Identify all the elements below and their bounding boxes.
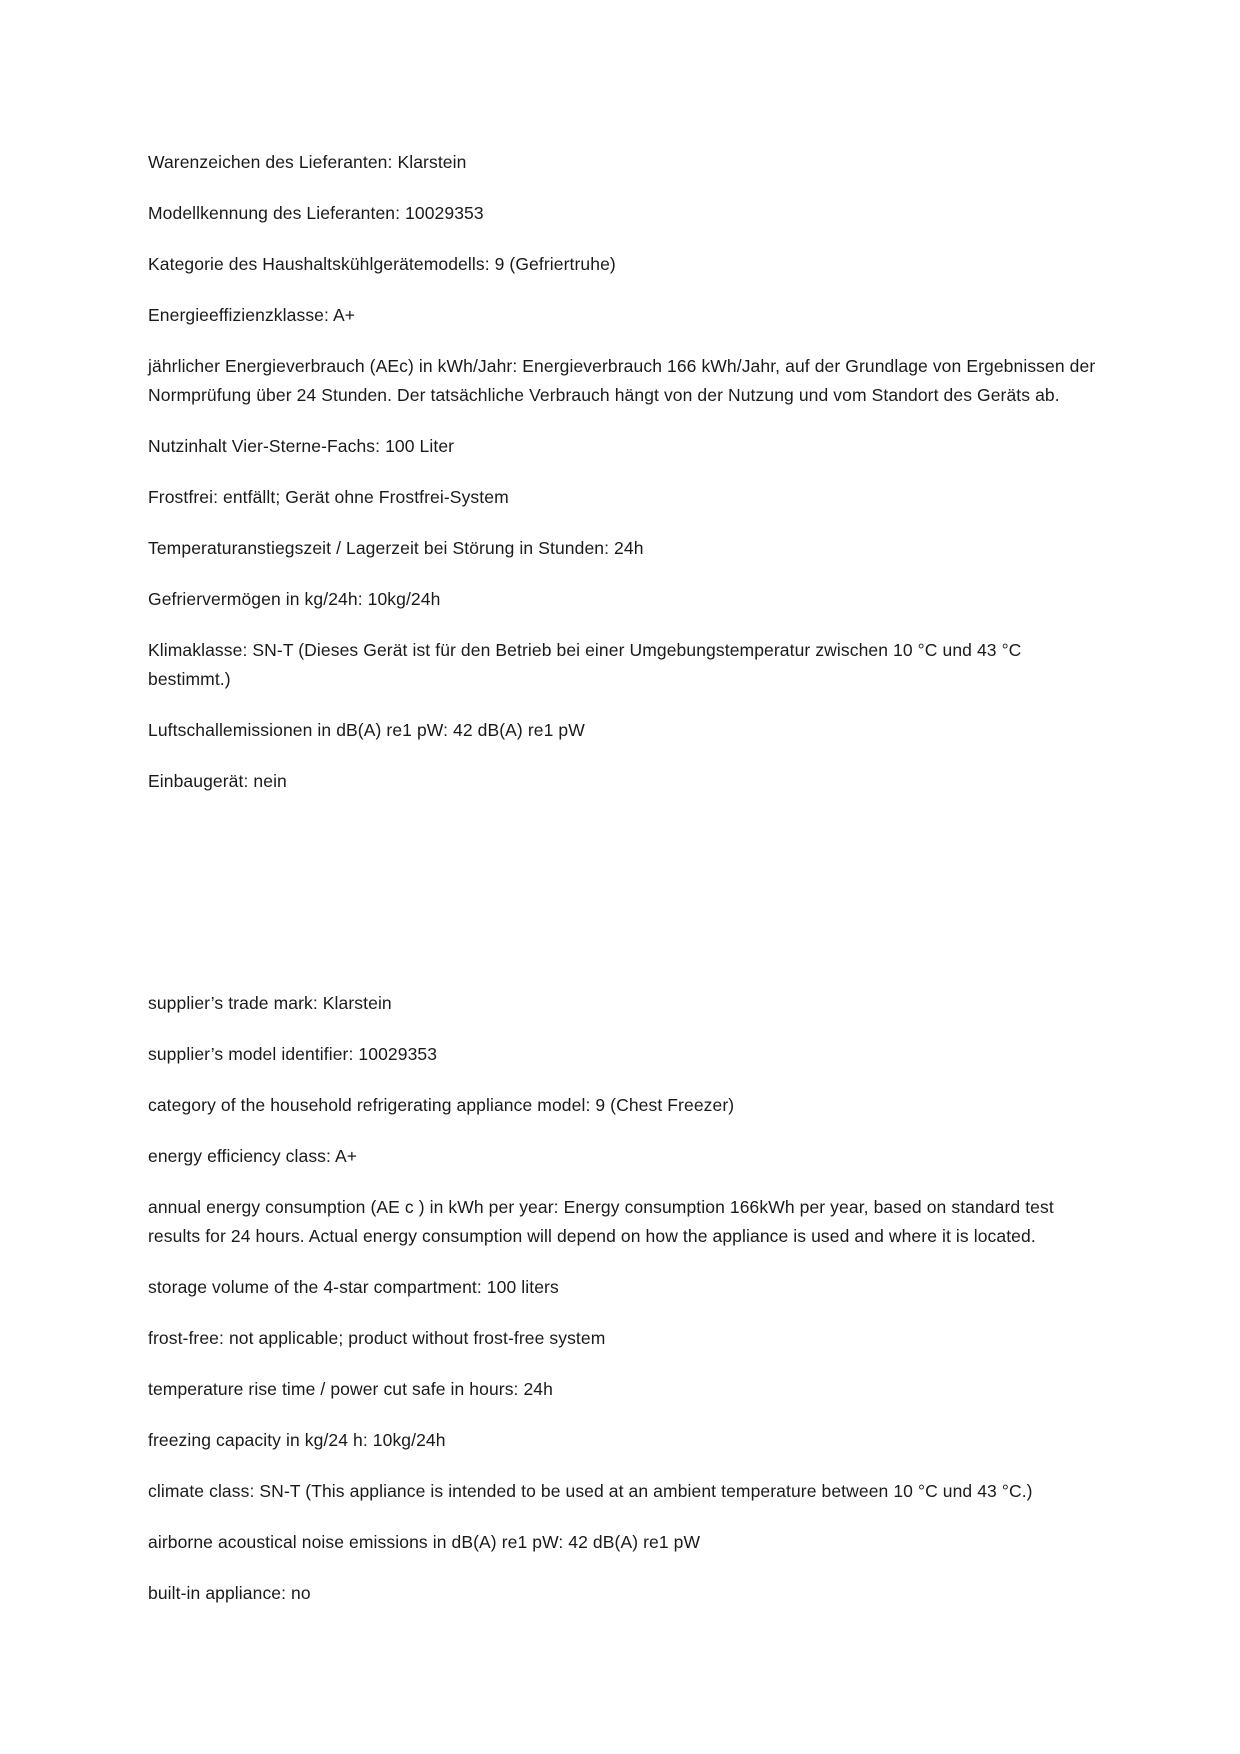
model-identifier-de: Modellkennung des Lieferanten: 10029353 — [148, 203, 484, 223]
trade-mark-de: Warenzeichen des Lieferanten: Klarstein — [148, 152, 467, 172]
english-product-information — [148, 989, 1098, 1630]
freezing-capacity-en: freezing capacity in kg/24 h: 10kg/24h — [148, 1430, 446, 1450]
annual-energy-consumption-de: jährlicher Energieverbrauch (AEc) in kWh/Jahr: Energieverbrauch 166 kWh/Jahr, auf der Grundlage von Ergebnissen der Normprüfung über 24 Stunden. Der tatsächliche Verbrauch hängt von der Nutzung und vom Standort des Geräts ab. — [148, 356, 1096, 405]
annual-energy-consumption-en: annual energy consumption (AE c ) in kWh per year: Energy consumption 166kWh per year, based on standard test results for 24 hours. Actual energy consumption will depend on how the appliance is used and where it is located. — [148, 1197, 1054, 1246]
temperature-rise-time-de: Temperaturanstiegszeit / Lagerzeit bei Störung in Stunden: 24h — [148, 538, 644, 558]
built-in-en: built-in appliance: no — [148, 1583, 311, 1603]
noise-emissions-en: airborne acoustical noise emissions in dB(A) re1 pW: 42 dB(A) re1 pW — [148, 1532, 701, 1552]
freezing-capacity-de: Gefriervermögen in kg/24h: 10kg/24h — [148, 589, 441, 609]
german-product-information — [148, 148, 1098, 818]
climate-class-en: climate class: SN-T (This appliance is intended to be used at an ambient temperature between 10 °C und 43 °C.) — [148, 1481, 1033, 1501]
energy-class-de: Energieeffizienzklasse: A+ — [148, 305, 356, 325]
climate-class-de: Klimaklasse: SN-T (Dieses Gerät ist für den Betrieb bei einer Umgebungstemperatur zwischen 10 °C und 43 °C bestimmt.) — [148, 640, 1022, 689]
storage-volume-en: storage volume of the 4-star compartment: 100 liters — [148, 1277, 559, 1297]
category-en: category of the household refrigerating appliance model: 9 (Chest Freezer) — [148, 1095, 735, 1115]
built-in-de: Einbaugerät: nein — [148, 771, 287, 791]
energy-class-en: energy efficiency class: A+ — [148, 1146, 358, 1166]
frost-free-de: Frostfrei: entfällt; Gerät ohne Frostfrei-System — [148, 487, 509, 507]
noise-emissions-de: Luftschallemissionen in dB(A) re1 pW: 42 dB(A) re1 pW — [148, 720, 585, 740]
storage-volume-de: Nutzinhalt Vier-Sterne-Fachs: 100 Liter — [148, 436, 455, 456]
frost-free-en: frost-free: not applicable; product without frost-free system — [148, 1328, 606, 1348]
temperature-rise-time-en: temperature rise time / power cut safe in hours: 24h — [148, 1379, 553, 1399]
model-identifier-en: supplier’s model identifier: 10029353 — [148, 1044, 438, 1064]
trade-mark-en: supplier’s trade mark: Klarstein — [148, 993, 392, 1013]
category-de: Kategorie des Haushaltskühlgerätemodells: 9 (Gefriertruhe) — [148, 254, 616, 274]
